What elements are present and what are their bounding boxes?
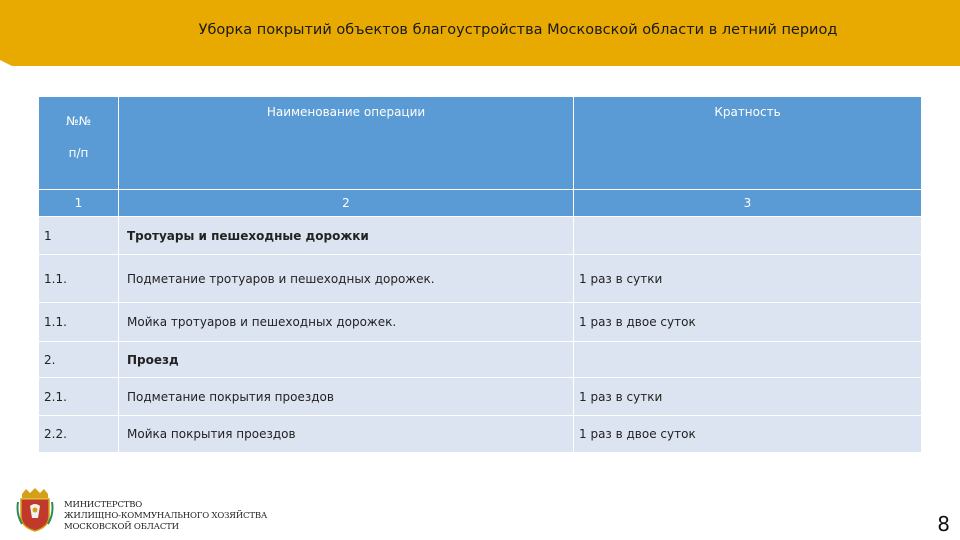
row-frequency: 1 раз в сутки — [574, 378, 922, 416]
row-number: 1.1. — [39, 303, 119, 342]
header-number-line-2: п/п — [68, 146, 89, 160]
table-row — [39, 378, 922, 416]
row-frequency — [574, 217, 922, 255]
header-number — [39, 97, 119, 190]
row-operation: Проезд — [119, 342, 574, 378]
row-number: 2. — [39, 342, 119, 378]
table-row — [39, 255, 922, 303]
row-frequency — [574, 342, 922, 378]
column-number-row — [39, 190, 922, 217]
row-operation: Мойка тротуаров и пешеходных дорожек. — [119, 303, 574, 342]
row-operation: Подметание тротуаров и пешеходных дорожек. — [119, 255, 574, 303]
header-number-line-1: №№ — [66, 114, 91, 128]
row-frequency: 1 раз в двое суток — [574, 303, 922, 342]
operations-table — [38, 96, 922, 453]
row-frequency: 1 раз в двое суток — [574, 416, 922, 453]
row-frequency: 1 раз в сутки — [574, 255, 922, 303]
header-frequency: Кратность — [574, 97, 922, 190]
row-number: 1 — [39, 217, 119, 255]
table-row — [39, 416, 922, 453]
row-operation: Тротуары и пешеходные дорожки — [119, 217, 574, 255]
row-number: 1.1. — [39, 255, 119, 303]
page-number: 8 — [937, 512, 950, 536]
row-number: 2.2. — [39, 416, 119, 453]
table-header-row — [39, 97, 922, 190]
row-operation: Мойка покрытия проездов — [119, 416, 574, 453]
table-row — [39, 342, 922, 378]
ministry-line: МОСКОВСКОЙ ОБЛАСТИ — [64, 522, 179, 532]
column-number: 2 — [119, 190, 574, 217]
column-number: 3 — [574, 190, 922, 217]
slide-title: Уборка покрытий объектов благоустройства Московской области в летний период — [198, 22, 838, 38]
table-row — [39, 303, 922, 342]
row-number: 2.1. — [39, 378, 119, 416]
table-row — [39, 217, 922, 255]
ministry-name — [64, 500, 267, 533]
row-operation: Подметание покрытия проездов — [119, 378, 574, 416]
ministry-line: ЖИЛИЩНО-КОММУНАЛЬНОГО ХОЗЯЙСТВА — [64, 511, 268, 521]
moscow-region-emblem-icon — [16, 488, 54, 532]
ministry-line: МИНИСТЕРСТВО — [64, 500, 143, 510]
column-number: 1 — [39, 190, 119, 217]
header-operation: Наименование операции — [119, 97, 574, 190]
